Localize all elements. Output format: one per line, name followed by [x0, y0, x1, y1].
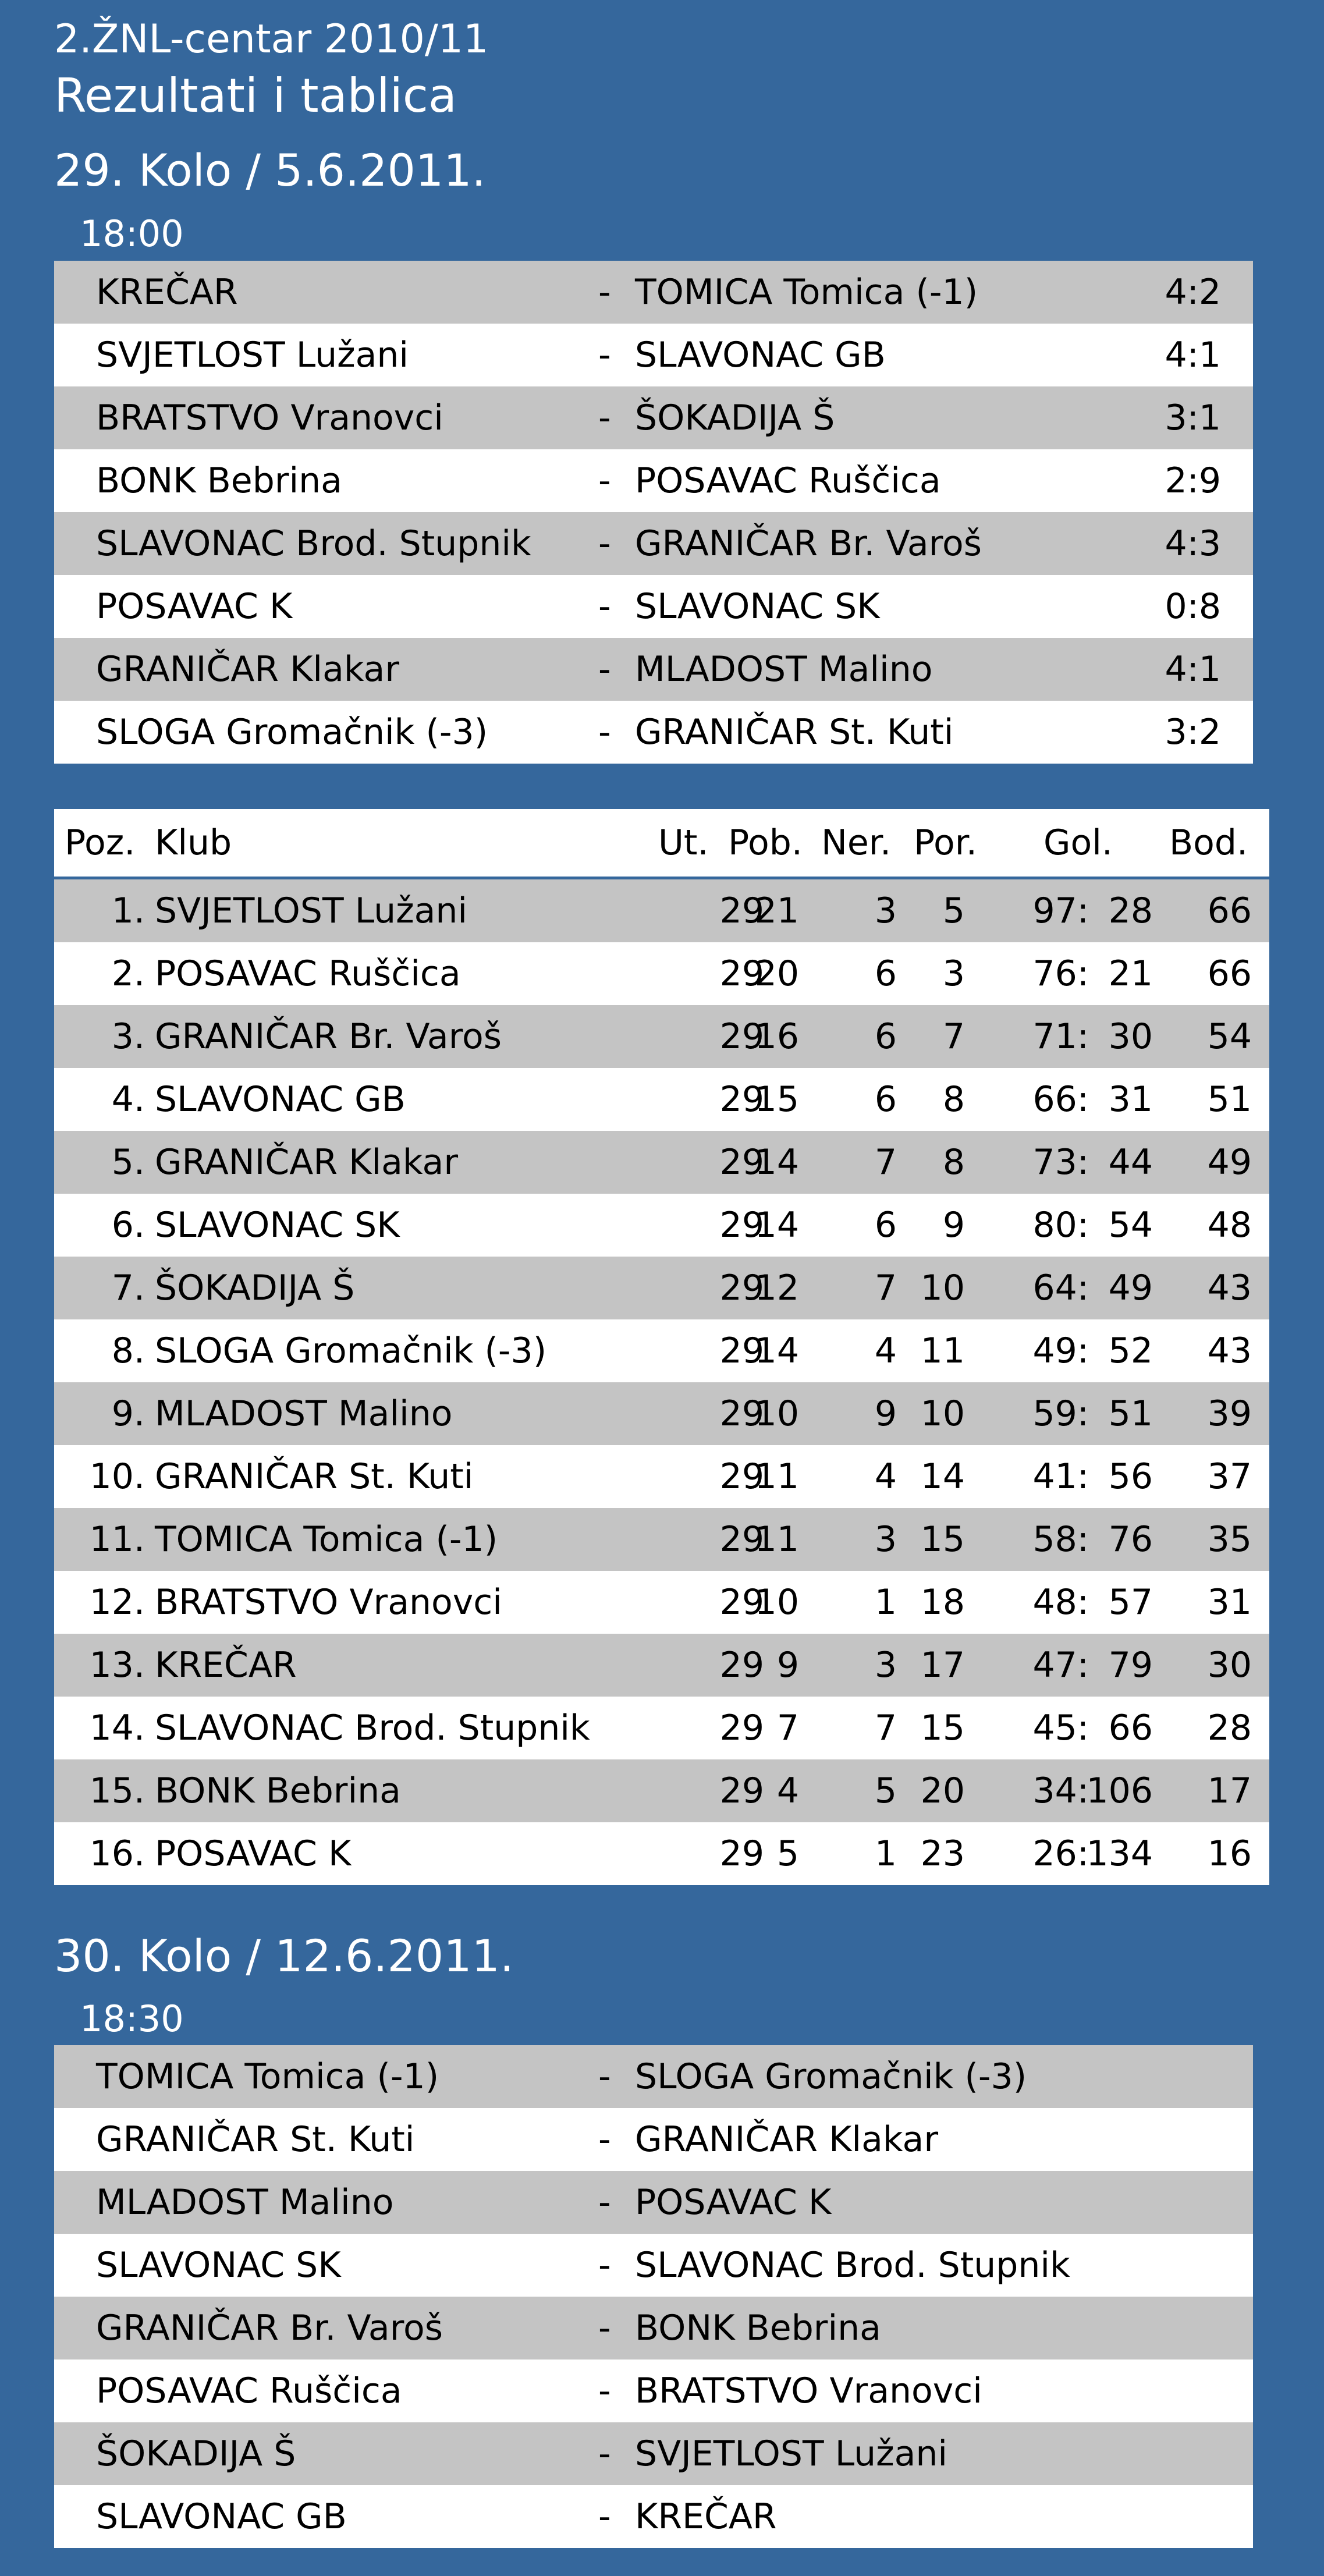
table-row — [54, 1822, 1269, 1885]
club-name: SLOGA Gromačnik (-3) — [155, 1330, 547, 1371]
draws: 7 — [874, 1708, 897, 1748]
points: 17 — [1207, 1770, 1252, 1811]
table-row — [54, 1508, 1269, 1571]
table-row — [54, 1068, 1269, 1131]
home-team: KREČAR — [96, 272, 238, 313]
wins: 16 — [754, 1016, 799, 1057]
games-played: 29 — [719, 1205, 764, 1246]
away-team: TOMICA Tomica (-1) — [635, 272, 978, 313]
home-team: GRANIČAR St. Kuti — [96, 2119, 415, 2160]
draws: 1 — [874, 1582, 897, 1623]
goals-for: 41: — [1032, 1456, 1089, 1497]
goals-against: 52 — [1108, 1330, 1153, 1371]
club-name: BONK Bebrina — [155, 1770, 401, 1811]
table-row — [54, 1445, 1269, 1508]
losses: 15 — [920, 1519, 965, 1560]
match-separator: - — [598, 398, 611, 438]
home-team: SVJETLOST Lužani — [96, 335, 409, 375]
wins: 14 — [754, 1205, 799, 1246]
match-row — [54, 2422, 1253, 2485]
table-row — [54, 1571, 1269, 1634]
position: 4. — [111, 1079, 145, 1120]
goals-against: 57 — [1108, 1582, 1153, 1623]
club-name: KREČAR — [155, 1645, 297, 1686]
position: 3. — [111, 1016, 145, 1057]
games-played: 29 — [719, 1393, 764, 1434]
games-played: 29 — [719, 1833, 764, 1874]
position: 11. — [89, 1519, 145, 1560]
away-team: MLADOST Malino — [635, 649, 933, 690]
header-goals: Gol. — [1043, 822, 1113, 863]
away-team: GRANIČAR Klakar — [635, 2119, 938, 2160]
goals-against: 54 — [1108, 1205, 1153, 1246]
goals-for: 45: — [1032, 1708, 1089, 1748]
table-row — [54, 1382, 1269, 1445]
draws: 1 — [874, 1833, 897, 1874]
match-separator: - — [598, 2056, 611, 2097]
wins: 15 — [754, 1079, 799, 1120]
header-lost: Por. — [914, 822, 977, 863]
goals-for: 64: — [1032, 1268, 1089, 1308]
home-team: SLAVONAC GB — [96, 2496, 347, 2537]
match-score: 3:2 — [1165, 712, 1221, 753]
standings-table — [54, 809, 1269, 1885]
league-title: 2.ŽNL-centar 2010/11 — [54, 16, 489, 62]
goals-for: 47: — [1032, 1645, 1089, 1686]
table-row — [54, 1319, 1269, 1382]
round-29-time: 18:00 — [80, 212, 184, 255]
draws: 6 — [874, 953, 897, 994]
draws: 3 — [874, 1645, 897, 1686]
club-name: TOMICA Tomica (-1) — [155, 1519, 498, 1560]
games-played: 29 — [719, 1456, 764, 1497]
goals-for: 59: — [1032, 1393, 1089, 1434]
draws: 6 — [874, 1205, 897, 1246]
home-team: BRATSTVO Vranovci — [96, 398, 443, 438]
goals-for: 73: — [1032, 1142, 1089, 1183]
points: 16 — [1207, 1833, 1252, 1874]
losses: 15 — [920, 1708, 965, 1748]
away-team: BONK Bebrina — [635, 2308, 881, 2348]
position: 14. — [89, 1708, 145, 1748]
wins: 10 — [754, 1393, 799, 1434]
losses: 9 — [942, 1205, 965, 1246]
goals-against: 106 — [1086, 1770, 1153, 1811]
match-separator: - — [598, 523, 611, 564]
match-score: 4:2 — [1165, 272, 1221, 313]
position: 5. — [111, 1142, 145, 1183]
match-row — [54, 2108, 1253, 2171]
table-row — [54, 1194, 1269, 1257]
losses: 10 — [920, 1393, 965, 1434]
match-score: 0:8 — [1165, 586, 1221, 627]
match-score: 4:3 — [1165, 523, 1221, 564]
away-team: POSAVAC Ruščica — [635, 460, 941, 501]
goals-for: 66: — [1032, 1079, 1089, 1120]
header-won: Pob. — [728, 822, 803, 863]
match-separator: - — [598, 2433, 611, 2474]
points: 35 — [1207, 1519, 1252, 1560]
points: 48 — [1207, 1205, 1252, 1246]
table-row — [54, 1759, 1269, 1822]
games-played: 29 — [719, 1645, 764, 1686]
away-team: POSAVAC K — [635, 2182, 832, 2223]
goals-for: 71: — [1032, 1016, 1089, 1057]
losses: 3 — [942, 953, 965, 994]
goals-for: 76: — [1032, 953, 1089, 994]
losses: 18 — [920, 1582, 965, 1623]
home-team: BONK Bebrina — [96, 460, 342, 501]
standings-body — [54, 879, 1269, 1885]
match-separator: - — [598, 649, 611, 690]
match-row — [54, 701, 1253, 764]
header-club: Klub — [155, 822, 232, 863]
match-row — [54, 512, 1253, 575]
position: 16. — [89, 1833, 145, 1874]
wins: 11 — [754, 1456, 799, 1497]
round-30-title: 30. Kolo / 12.6.2011. — [54, 1930, 514, 1982]
away-team: SLOGA Gromačnik (-3) — [635, 2056, 1027, 2097]
position: 12. — [89, 1582, 145, 1623]
away-team: GRANIČAR Br. Varoš — [635, 523, 982, 564]
match-separator: - — [598, 586, 611, 627]
match-separator: - — [598, 2245, 611, 2286]
draws: 6 — [874, 1079, 897, 1120]
away-team: ŠOKADIJA Š — [635, 398, 835, 438]
club-name: GRANIČAR Br. Varoš — [155, 1016, 502, 1057]
wins: 10 — [754, 1582, 799, 1623]
wins: 4 — [776, 1770, 799, 1811]
match-separator: - — [598, 272, 611, 313]
header-played: Ut. — [658, 822, 709, 863]
header-position: Poz. — [65, 822, 136, 863]
losses: 17 — [920, 1645, 965, 1686]
match-separator: - — [598, 2182, 611, 2223]
games-played: 29 — [719, 1330, 764, 1371]
points: 31 — [1207, 1582, 1252, 1623]
goals-against: 30 — [1108, 1016, 1153, 1057]
match-score: 4:1 — [1165, 335, 1221, 375]
home-team: SLOGA Gromačnik (-3) — [96, 712, 488, 753]
club-name: GRANIČAR St. Kuti — [155, 1456, 474, 1497]
wins: 9 — [776, 1645, 799, 1686]
points: 37 — [1207, 1456, 1252, 1497]
match-separator: - — [598, 2496, 611, 2537]
position: 7. — [111, 1268, 145, 1308]
match-row — [54, 2359, 1253, 2422]
club-name: POSAVAC K — [155, 1833, 352, 1874]
position: 13. — [89, 1645, 145, 1686]
losses: 8 — [942, 1142, 965, 1183]
draws: 4 — [874, 1456, 897, 1497]
position: 10. — [89, 1456, 145, 1497]
home-team: SLAVONAC Brod. Stupnik — [96, 523, 531, 564]
goals-against: 21 — [1108, 953, 1153, 994]
goals-against: 28 — [1108, 890, 1153, 931]
games-played: 29 — [719, 1770, 764, 1811]
round-30-time: 18:30 — [80, 1997, 184, 2040]
match-row — [54, 324, 1253, 386]
goals-against: 66 — [1108, 1708, 1153, 1748]
away-team: BRATSTVO Vranovci — [635, 2371, 982, 2411]
games-played: 29 — [719, 890, 764, 931]
match-score: 4:1 — [1165, 649, 1221, 690]
match-score: 3:1 — [1165, 398, 1221, 438]
round-30-fixtures — [54, 2045, 1253, 2548]
table-row — [54, 1005, 1269, 1068]
match-row — [54, 386, 1253, 449]
table-row — [54, 942, 1269, 1005]
home-team: POSAVAC Ruščica — [96, 2371, 402, 2411]
club-name: SLAVONAC SK — [155, 1205, 400, 1246]
round-29-title: 29. Kolo / 5.6.2011. — [54, 144, 486, 196]
match-row — [54, 449, 1253, 512]
draws: 3 — [874, 890, 897, 931]
games-played: 29 — [719, 1016, 764, 1057]
losses: 20 — [920, 1770, 965, 1811]
goals-against: 44 — [1108, 1142, 1153, 1183]
goals-for: 48: — [1032, 1582, 1089, 1623]
losses: 5 — [942, 890, 965, 931]
games-played: 29 — [719, 1142, 764, 1183]
goals-for: 49: — [1032, 1330, 1089, 1371]
points: 51 — [1207, 1079, 1252, 1120]
draws: 3 — [874, 1519, 897, 1560]
losses: 14 — [920, 1456, 965, 1497]
match-row — [54, 261, 1253, 324]
header-drawn: Ner. — [821, 822, 892, 863]
table-row — [54, 1634, 1269, 1697]
draws: 5 — [874, 1770, 897, 1811]
wins: 7 — [776, 1708, 799, 1748]
draws: 9 — [874, 1393, 897, 1434]
club-name: SLAVONAC GB — [155, 1079, 406, 1120]
wins: 11 — [754, 1519, 799, 1560]
position: 8. — [111, 1330, 145, 1371]
draws: 7 — [874, 1142, 897, 1183]
wins: 5 — [776, 1833, 799, 1874]
goals-against: 49 — [1108, 1268, 1153, 1308]
home-team: MLADOST Malino — [96, 2182, 394, 2223]
position: 15. — [89, 1770, 145, 1811]
points: 43 — [1207, 1330, 1252, 1371]
match-row — [54, 2234, 1253, 2297]
points: 43 — [1207, 1268, 1252, 1308]
table-row — [54, 1257, 1269, 1319]
match-separator: - — [598, 2371, 611, 2411]
home-team: GRANIČAR Br. Varoš — [96, 2308, 443, 2348]
home-team: POSAVAC K — [96, 586, 293, 627]
wins: 14 — [754, 1330, 799, 1371]
goals-against: 134 — [1086, 1833, 1153, 1874]
match-row — [54, 2171, 1253, 2234]
position: 2. — [111, 953, 145, 994]
goals-for: 80: — [1032, 1205, 1089, 1246]
match-row — [54, 638, 1253, 701]
losses: 10 — [920, 1268, 965, 1308]
match-separator: - — [598, 460, 611, 501]
away-team: KREČAR — [635, 2496, 777, 2537]
goals-against: 51 — [1108, 1393, 1153, 1434]
wins: 21 — [754, 890, 799, 931]
losses: 23 — [920, 1833, 965, 1874]
goals-against: 56 — [1108, 1456, 1153, 1497]
points: 39 — [1207, 1393, 1252, 1434]
points: 30 — [1207, 1645, 1252, 1686]
goals-for: 34: — [1032, 1770, 1089, 1811]
points: 66 — [1207, 890, 1252, 931]
match-score: 2:9 — [1165, 460, 1221, 501]
table-row — [54, 879, 1269, 942]
home-team: GRANIČAR Klakar — [96, 649, 399, 690]
match-row — [54, 575, 1253, 638]
match-separator: - — [598, 2119, 611, 2160]
points: 49 — [1207, 1142, 1252, 1183]
header-points: Bod. — [1169, 822, 1248, 863]
draws: 4 — [874, 1330, 897, 1371]
games-played: 29 — [719, 1079, 764, 1120]
club-name: MLADOST Malino — [155, 1393, 453, 1434]
club-name: SVJETLOST Lužani — [155, 890, 468, 931]
goals-against: 76 — [1108, 1519, 1153, 1560]
table-row — [54, 1131, 1269, 1194]
round-29-results — [54, 261, 1253, 764]
match-separator: - — [598, 2308, 611, 2348]
club-name: POSAVAC Ruščica — [155, 953, 461, 994]
goals-for: 58: — [1032, 1519, 1089, 1560]
goals-for: 97: — [1032, 890, 1089, 931]
points: 54 — [1207, 1016, 1252, 1057]
match-separator: - — [598, 335, 611, 375]
club-name: GRANIČAR Klakar — [155, 1142, 458, 1183]
position: 1. — [111, 890, 145, 931]
match-separator: - — [598, 712, 611, 753]
away-team: GRANIČAR St. Kuti — [635, 712, 954, 753]
away-team: SLAVONAC Brod. Stupnik — [635, 2245, 1070, 2286]
club-name: ŠOKADIJA Š — [155, 1268, 355, 1308]
away-team: SLAVONAC GB — [635, 335, 886, 375]
away-team: SVJETLOST Lužani — [635, 2433, 948, 2474]
match-row — [54, 2297, 1253, 2359]
standings-header — [54, 809, 1269, 879]
games-played: 29 — [719, 1268, 764, 1308]
draws: 7 — [874, 1268, 897, 1308]
club-name: BRATSTVO Vranovci — [155, 1582, 502, 1623]
position: 6. — [111, 1205, 145, 1246]
away-team: SLAVONAC SK — [635, 586, 880, 627]
losses: 7 — [942, 1016, 965, 1057]
points: 66 — [1207, 953, 1252, 994]
table-row — [54, 1697, 1269, 1759]
wins: 12 — [754, 1268, 799, 1308]
position: 9. — [111, 1393, 145, 1434]
club-name: SLAVONAC Brod. Stupnik — [155, 1708, 590, 1748]
games-played: 29 — [719, 1519, 764, 1560]
games-played: 29 — [719, 1708, 764, 1748]
losses: 8 — [942, 1079, 965, 1120]
draws: 6 — [874, 1016, 897, 1057]
losses: 11 — [920, 1330, 965, 1371]
match-row — [54, 2485, 1253, 2548]
wins: 20 — [754, 953, 799, 994]
goals-for: 26: — [1032, 1833, 1089, 1874]
points: 28 — [1207, 1708, 1252, 1748]
goals-against: 79 — [1108, 1645, 1153, 1686]
home-team: TOMICA Tomica (-1) — [96, 2056, 439, 2097]
games-played: 29 — [719, 953, 764, 994]
page-subtitle: Rezultati i tablica — [54, 69, 457, 123]
home-team: SLAVONAC SK — [96, 2245, 341, 2286]
games-played: 29 — [719, 1582, 764, 1623]
home-team: ŠOKADIJA Š — [96, 2433, 296, 2474]
match-row — [54, 2045, 1253, 2108]
goals-against: 31 — [1108, 1079, 1153, 1120]
wins: 14 — [754, 1142, 799, 1183]
